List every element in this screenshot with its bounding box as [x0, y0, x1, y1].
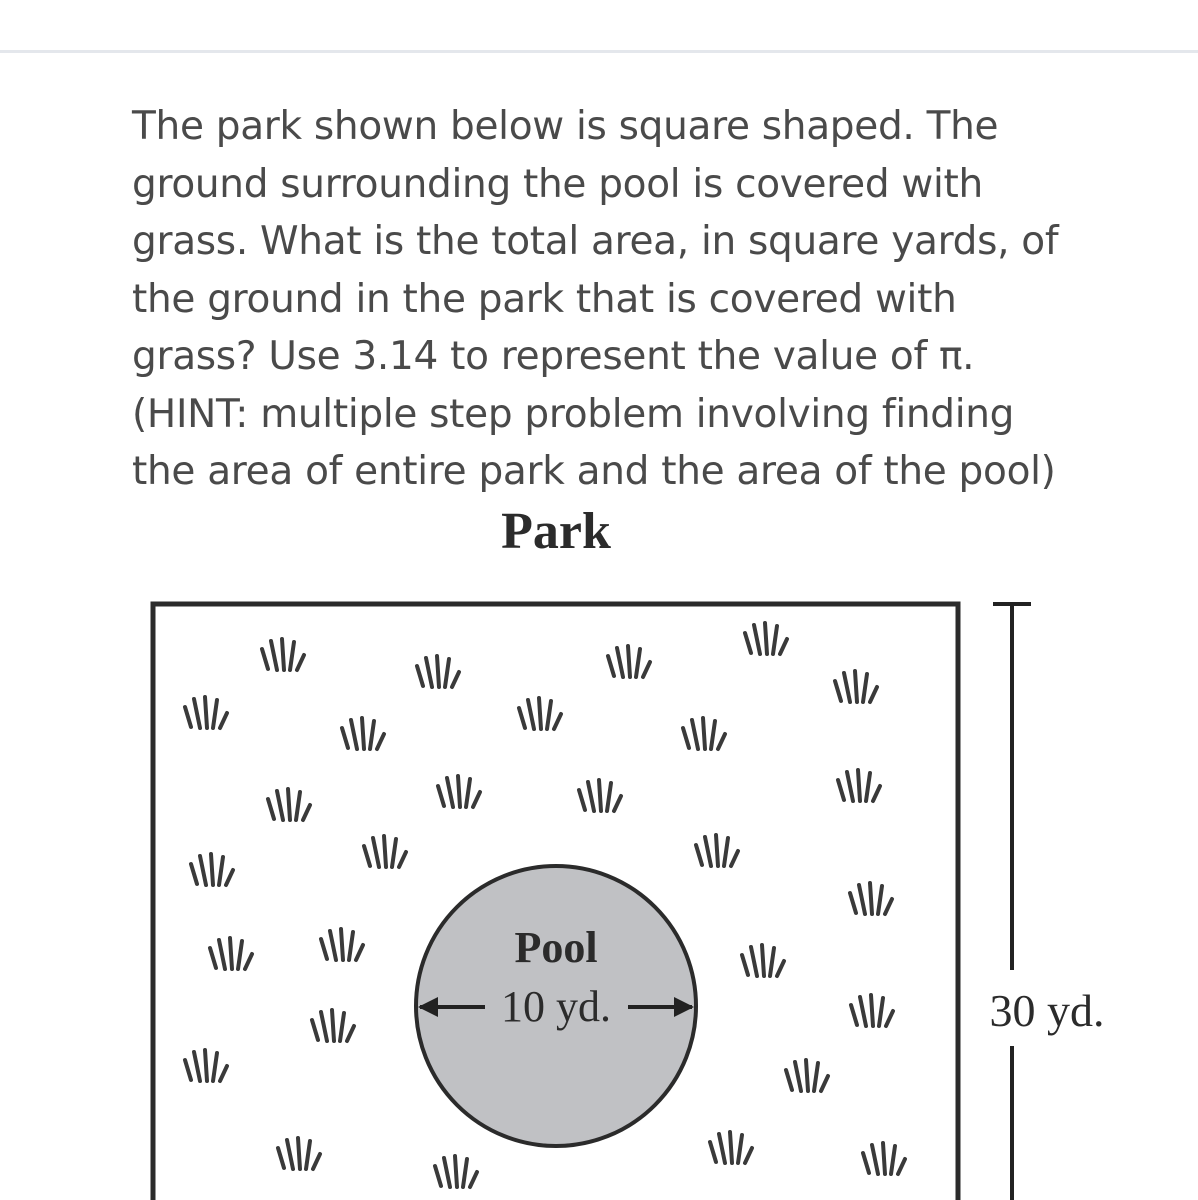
- grass-tuft-icon: [342, 718, 384, 749]
- grass-tuft-icon: [210, 938, 252, 969]
- pool-label: Pool: [514, 923, 598, 972]
- grass-tuft-icon: [191, 854, 233, 885]
- question-line: the area of entire park and the area of the pool): [132, 449, 1056, 494]
- grass-tuft-icon: [268, 789, 310, 820]
- grass-tuft-icon: [364, 836, 406, 867]
- grass-tuft-icon: [417, 656, 459, 687]
- question-line: The park shown below is square shaped. The: [132, 104, 999, 149]
- question-line: grass. What is the total area, in square yards, of: [132, 219, 1059, 264]
- grass-tuft-icon: [438, 776, 480, 807]
- grass-tuft-icon: [696, 835, 738, 866]
- side-length-label: 30 yd.: [989, 985, 1105, 1036]
- grass-tuft-icon: [851, 995, 893, 1026]
- grass-tuft-icon: [321, 929, 363, 960]
- grass-tuft-icon: [435, 1156, 477, 1187]
- grass-tuft-icon: [838, 770, 880, 801]
- grass-tuft-icon: [742, 945, 784, 976]
- grass-tuft-icon: [710, 1132, 752, 1163]
- pool-diameter-label: 10 yd.: [501, 982, 611, 1031]
- grass-tuft-icon: [850, 883, 892, 914]
- grass-tuft-icon: [683, 718, 725, 749]
- question-line: grass? Use 3.14 to represent the value of π.: [132, 334, 975, 379]
- grass-tuft-icon: [835, 671, 877, 702]
- question-line: the ground in the park that is covered with: [132, 276, 957, 322]
- grass-tuft-icon: [786, 1060, 828, 1091]
- grass-tuft-icon: [185, 697, 227, 728]
- figure-title: Park: [501, 503, 611, 560]
- grass-tuft-icon: [312, 1010, 354, 1041]
- grass-tuft-icon: [519, 698, 561, 729]
- grass-tuft-icon: [745, 623, 787, 654]
- grass-tuft-icon: [185, 1050, 227, 1081]
- grass-tuft-icon: [278, 1138, 320, 1169]
- grass-tuft-icon: [579, 780, 621, 811]
- question-line: (HINT: multiple step problem involving finding: [132, 391, 1015, 437]
- grass-tuft-icon: [608, 646, 650, 677]
- grass-tuft-icon: [262, 639, 304, 670]
- grass-tuft-icon: [863, 1143, 905, 1174]
- question-line: ground surrounding the pool is covered with: [132, 161, 983, 207]
